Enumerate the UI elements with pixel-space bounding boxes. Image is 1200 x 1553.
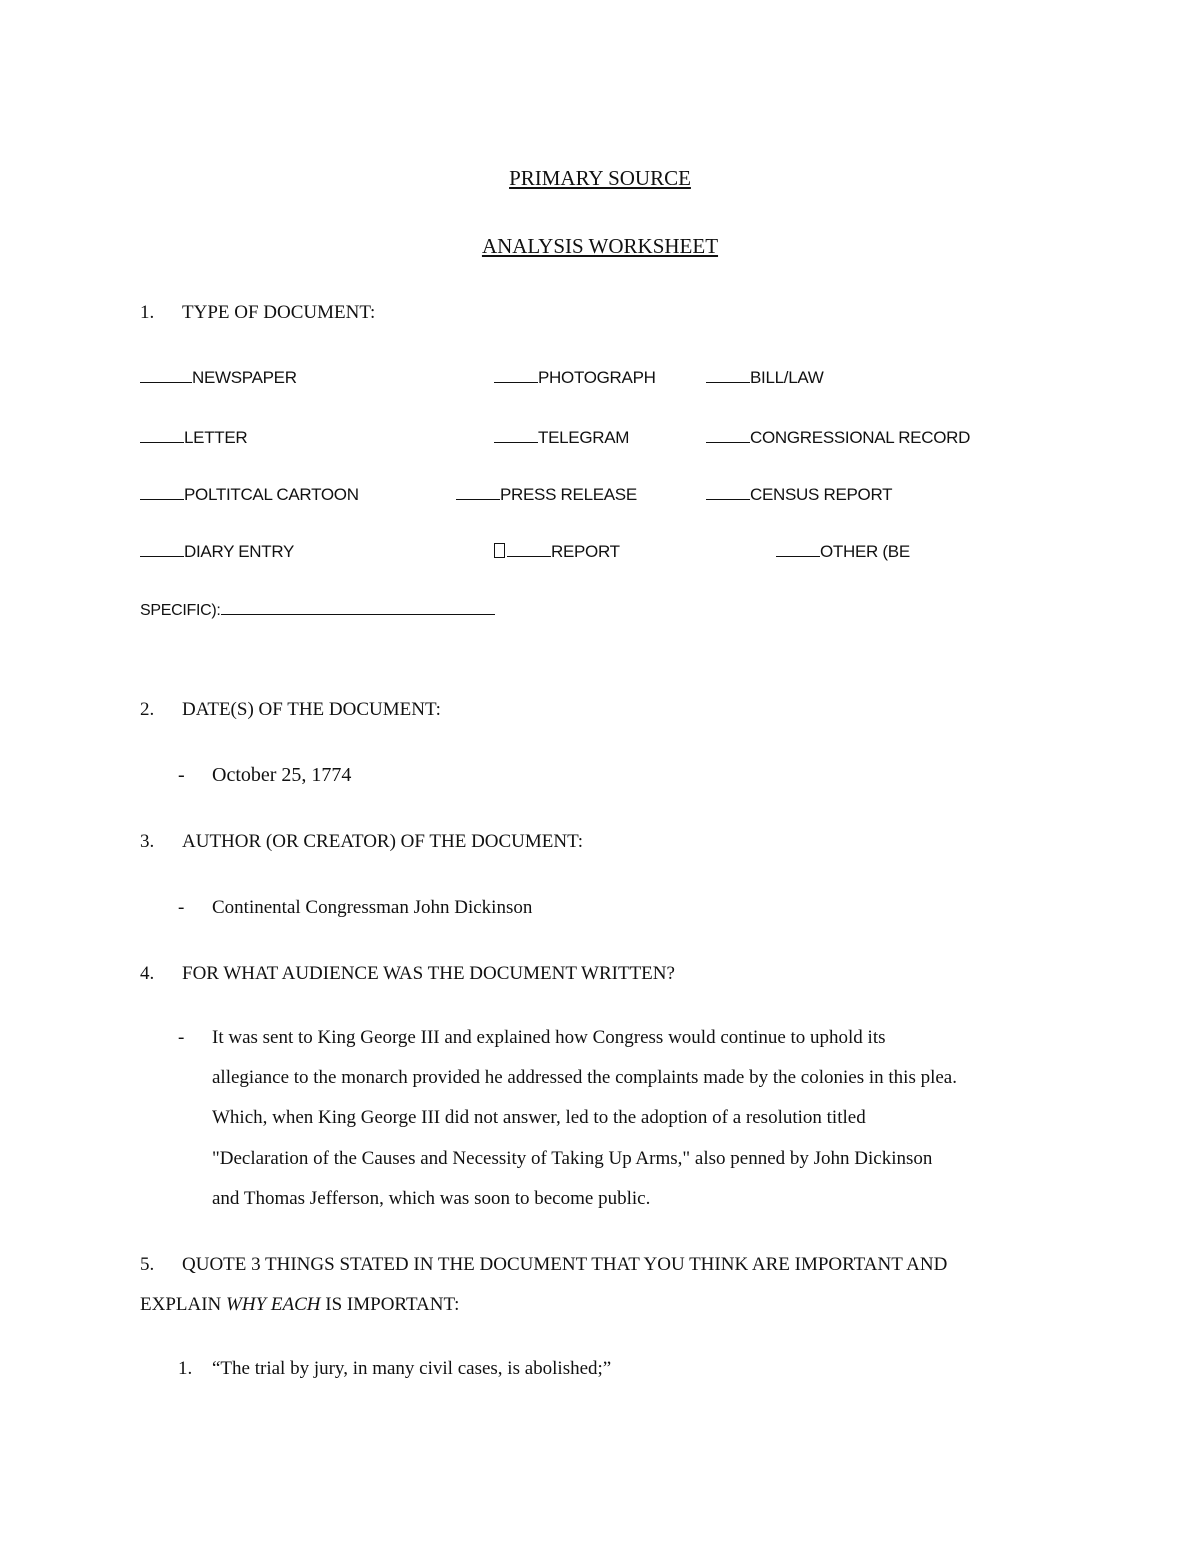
- question-3: [140, 831, 583, 853]
- option-report[interactable]: [494, 542, 620, 562]
- bullet-dash: -: [178, 764, 185, 786]
- question-2: [140, 699, 441, 721]
- question-1: [140, 302, 375, 324]
- question-text: TYPE OF DOCUMENT:: [182, 302, 376, 323]
- answer-blank[interactable]: [456, 485, 500, 500]
- page-title: PRIMARY SOURCE: [509, 166, 691, 190]
- quote-text: “The trial by jury, in many civil cases, is abolished;”: [212, 1358, 612, 1379]
- answer-blank[interactable]: [706, 485, 750, 500]
- question-4: [140, 963, 675, 985]
- option-label: DIARY ENTRY: [184, 542, 295, 561]
- answer-blank[interactable]: [706, 428, 750, 443]
- question-emphasis: WHY EACH: [226, 1294, 321, 1315]
- answer-line: Which, when King George III did not answer, led to the adoption of a resolution titled: [212, 1107, 866, 1129]
- option-congressional-record[interactable]: [706, 428, 970, 448]
- answer-blank[interactable]: [140, 368, 192, 383]
- option-label: LETTER: [184, 428, 248, 447]
- option-label: POLTITCAL CARTOON: [184, 485, 359, 504]
- specific-input-line[interactable]: [221, 600, 495, 615]
- option-photograph[interactable]: [494, 368, 656, 388]
- option-label: PHOTOGRAPH: [538, 368, 656, 387]
- question-number: 5.: [140, 1254, 155, 1275]
- question-number: 1.: [140, 302, 155, 323]
- option-label: TELEGRAM: [538, 428, 630, 447]
- answer-2: [178, 764, 351, 787]
- answer-blank[interactable]: [140, 485, 184, 500]
- specific-label: SPECIFIC):: [140, 602, 221, 619]
- answer-text: Continental Congressman John Dickinson: [212, 897, 533, 918]
- option-telegram[interactable]: [494, 428, 629, 448]
- option-diary-entry[interactable]: [140, 542, 294, 562]
- bullet-dash: -: [178, 897, 185, 918]
- answer-blank[interactable]: [140, 428, 184, 443]
- option-other[interactable]: [776, 542, 910, 562]
- question-text: QUOTE 3 THINGS STATED IN THE DOCUMENT THAT YOU THINK ARE IMPORTANT AND: [182, 1254, 948, 1275]
- option-political-cartoon[interactable]: [140, 485, 359, 505]
- quote-1: [178, 1358, 611, 1380]
- missing-glyph-box-icon: [494, 543, 505, 558]
- page-subtitle: ANALYSIS WORKSHEET: [481, 234, 719, 258]
- option-press-release[interactable]: [456, 485, 637, 505]
- answer-blank[interactable]: [776, 542, 820, 557]
- quote-number: 1.: [178, 1358, 193, 1379]
- bullet-dash: -: [178, 1027, 185, 1048]
- answer-blank[interactable]: [507, 542, 551, 557]
- answer-line: It was sent to King George III and explained how Congress would continue to uphold its: [212, 1027, 886, 1048]
- answer-line: allegiance to the monarch provided he addressed the complaints made by the colonies in this plea.: [212, 1067, 957, 1089]
- question-text: IS IMPORTANT:: [320, 1294, 460, 1315]
- question-text: FOR WHAT AUDIENCE WAS THE DOCUMENT WRITTEN?: [182, 963, 675, 984]
- option-letter[interactable]: [140, 428, 247, 448]
- option-census-report[interactable]: [706, 485, 892, 505]
- option-label: NEWSPAPER: [192, 368, 297, 387]
- option-newspaper[interactable]: [140, 368, 297, 388]
- option-label: OTHER (BE: [820, 542, 910, 561]
- question-text: AUTHOR (OR CREATOR) OF THE DOCUMENT:: [182, 831, 584, 852]
- option-other-specific: [140, 600, 495, 620]
- question-5: [140, 1254, 947, 1276]
- option-bill-law[interactable]: [706, 368, 824, 388]
- answer-line: "Declaration of the Causes and Necessity of Taking Up Arms," also penned by John Dickinson: [212, 1147, 933, 1169]
- answer-blank[interactable]: [706, 368, 750, 383]
- question-5-line2: [140, 1294, 459, 1316]
- answer-4-bullet: [178, 1027, 212, 1049]
- question-number: 4.: [140, 963, 155, 984]
- answer-4: [212, 1018, 1072, 1219]
- answer-text: October 25, 1774: [212, 764, 352, 786]
- answer-blank[interactable]: [494, 428, 538, 443]
- answer-line: and Thomas Jefferson, which was soon to become public.: [212, 1187, 651, 1209]
- option-label: CENSUS REPORT: [750, 485, 893, 504]
- question-text: DATE(S) OF THE DOCUMENT:: [182, 699, 441, 720]
- option-label: REPORT: [551, 542, 620, 561]
- answer-blank[interactable]: [140, 542, 184, 557]
- option-label: PRESS RELEASE: [500, 485, 637, 504]
- question-number: 3.: [140, 831, 155, 852]
- option-label: CONGRESSIONAL RECORD: [750, 428, 971, 447]
- option-label: BILL/LAW: [750, 368, 824, 387]
- question-number: 2.: [140, 699, 155, 720]
- answer-blank[interactable]: [494, 368, 538, 383]
- answer-3: [178, 897, 532, 919]
- question-text: EXPLAIN: [140, 1294, 227, 1315]
